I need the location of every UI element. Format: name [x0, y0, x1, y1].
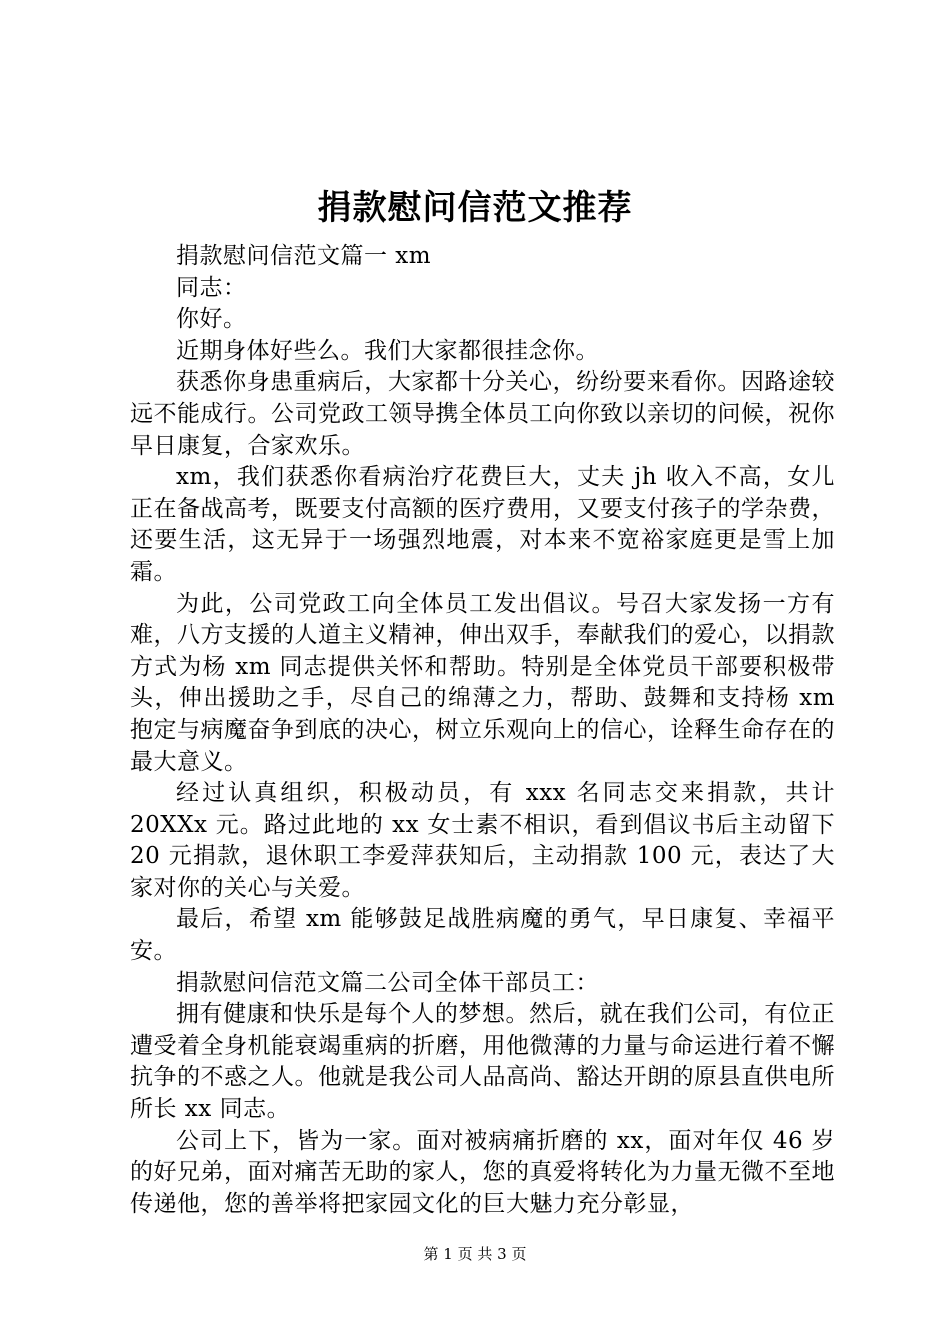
- paragraph: 近期身体好些么。我们大家都很挂念你。: [176, 337, 599, 364]
- page-number-footer: 第 1 页 共 3 页: [423, 1245, 527, 1263]
- document-title: 捐款慰问信范文推荐: [317, 188, 633, 228]
- paragraph: 经过认真组织，积极动员，有 xxx 名同志交来捐款，共计 20XXx 元。路过此地的 xx 女士素不相识，看到倡议书后主动留下 20 元捐款，退休职工李爱萍获知后，主动捐款 100 元，表达了大家对你的关心与关爱。: [130, 780, 835, 901]
- paragraph: 公司上下，皆为一家。面对被病痛折磨的 xx，面对年仅 46 岁的好兄弟，面对痛苦无助的家人，您的真爱将转化为力量无微不至地传递他，您的善举将把家园文化的巨大魅力充分彰显，: [130, 1127, 835, 1217]
- paragraph: 最后，希望 xm 能够鼓足战胜病魔的勇气，早日康复、幸福平安。: [130, 906, 835, 965]
- paragraph: xm，我们获悉你看病治疗花费巨大，丈夫 jh 收入不高，女儿正在备战高考，既要支付高额的医疗费用，又要支付孩子的学杂费，还要生活，这无异于一场强烈地震，对本来不宽裕家庭更是雪上加霜。: [130, 464, 835, 585]
- paragraph: 捐款慰问信范文篇一 xm: [176, 243, 432, 269]
- paragraph: 获悉你身患重病后，大家都十分关心，纷纷要来看你。因路途较远不能成行。公司党政工领导携全体员工向你致以亲切的问候，祝你早日康复，合家欢乐。: [130, 369, 835, 459]
- paragraph: 为此，公司党政工向全体员工发出倡议。号召大家发扬一方有难，八方支援的人道主义精神，伸出双手，奉献我们的爱心，以捐款方式为杨 xm 同志提供关怀和帮助。特别是全体党员干部要积极带头，伸出援助之手，尽自己的绵薄之力，帮助、鼓舞和支持杨 xm 抱定与病魔奋争到底的决心，树立乐观向上的信心，诠释生命存在的最大意义。: [130, 590, 835, 775]
- paragraph: 你好。: [176, 306, 247, 333]
- paragraph: 同志：: [176, 274, 247, 301]
- paragraph: 捐款慰问信范文篇二公司全体干部员工：: [176, 969, 599, 996]
- paragraph: 拥有健康和快乐是每个人的梦想。然后，就在我们公司，有位正遭受着全身机能衰竭重病的折磨，用他微薄的力量与命运进行着不懈抗争的不惑之人。他就是我公司人品高尚、豁达开朗的原县直供电所所长 xx 同志。: [130, 1001, 835, 1123]
- document-body: [130, 241, 835, 1220]
